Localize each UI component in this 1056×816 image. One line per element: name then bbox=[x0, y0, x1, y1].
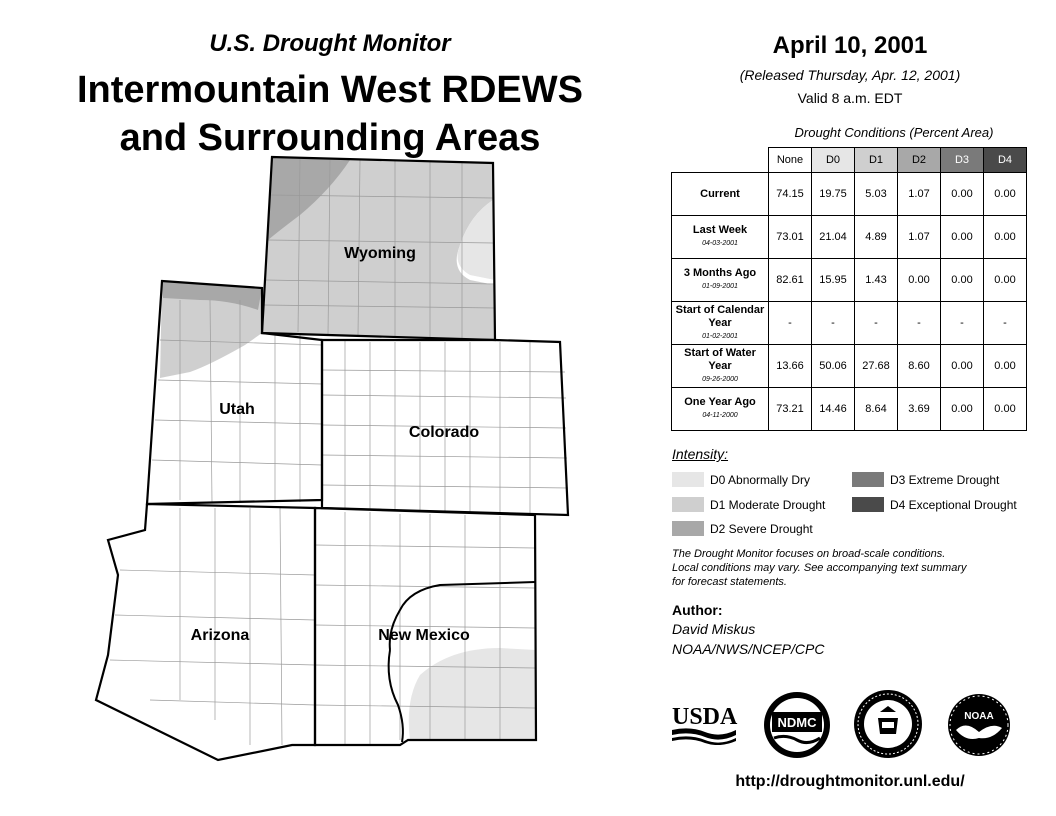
row-label bbox=[672, 173, 769, 216]
legend-d4 bbox=[852, 497, 1017, 512]
note-line3: for forecast statements. bbox=[672, 576, 787, 588]
legend-label-d0: D0 Abnormally Dry bbox=[710, 472, 811, 487]
legend-d1 bbox=[672, 497, 825, 512]
legend-d0 bbox=[672, 472, 810, 487]
map-title bbox=[20, 66, 640, 162]
table-row bbox=[672, 388, 1027, 431]
legend-label-d1: D1 Moderate Drought bbox=[710, 497, 826, 512]
legend-swatch-d4 bbox=[852, 497, 884, 512]
map-date: April 10, 2001 bbox=[772, 32, 928, 59]
row-label-text: Last Week bbox=[692, 224, 748, 236]
note-line1: The Drought Monitor focuses on broad-scale conditions. bbox=[672, 548, 946, 560]
table-cell: 1.07 bbox=[898, 216, 941, 259]
table-cell: 8.64 bbox=[855, 388, 898, 431]
table-cell: 74.15 bbox=[769, 173, 812, 216]
table-cell: 14.46 bbox=[812, 388, 855, 431]
row-date: 01-02-2001 bbox=[702, 332, 738, 340]
row-label bbox=[672, 345, 769, 388]
state-label-new-mexico: New Mexico bbox=[378, 627, 470, 644]
table-cell: - bbox=[812, 302, 855, 345]
table-row bbox=[672, 302, 1027, 345]
col-none: None bbox=[769, 148, 812, 173]
table-cell: - bbox=[769, 302, 812, 345]
row-label bbox=[672, 259, 769, 302]
table-cell: 0.00 bbox=[984, 388, 1027, 431]
commerce-seal-logo[interactable] bbox=[852, 688, 924, 760]
table-cell: 3.69 bbox=[898, 388, 941, 431]
table-corner bbox=[672, 148, 769, 173]
map-title-line2: and Surrounding Areas bbox=[119, 117, 541, 159]
table-cell: 13.66 bbox=[769, 345, 812, 388]
table-cell: 1.43 bbox=[855, 259, 898, 302]
svg-text:USDA: USDA bbox=[672, 704, 738, 730]
row-date: 04-03-2001 bbox=[702, 240, 738, 247]
table-cell: - bbox=[941, 302, 984, 345]
legend-swatch-d2 bbox=[672, 521, 704, 536]
col-d1: D1 bbox=[855, 148, 898, 173]
legend-swatch-d0 bbox=[672, 472, 704, 487]
table-cell: 0.00 bbox=[984, 173, 1027, 216]
table-cell: 15.95 bbox=[812, 259, 855, 302]
table-cell: 0.00 bbox=[984, 345, 1027, 388]
legend-d2 bbox=[672, 521, 813, 536]
legend-title: Intensity: bbox=[672, 446, 729, 462]
row-label bbox=[672, 302, 769, 345]
row-label-text: Current bbox=[700, 187, 740, 200]
legend-d3 bbox=[852, 472, 999, 487]
col-d0: D0 bbox=[812, 148, 855, 173]
table-cell: - bbox=[898, 302, 941, 345]
table-cell: - bbox=[855, 302, 898, 345]
table-cell: 4.89 bbox=[855, 216, 898, 259]
author-heading: Author: bbox=[672, 602, 723, 618]
ndmc-logo[interactable] bbox=[762, 690, 832, 760]
table-title: Drought Conditions (Percent Area) bbox=[794, 125, 994, 140]
row-label-text: One Year Ago bbox=[684, 396, 756, 408]
table-cell: - bbox=[984, 302, 1027, 345]
row-label bbox=[672, 388, 769, 431]
map-title-line1: Intermountain West RDEWS bbox=[77, 69, 583, 111]
release-date: (Released Thursday, Apr. 12, 2001) bbox=[739, 67, 961, 83]
table-cell: 0.00 bbox=[941, 259, 984, 302]
state-label-arizona: Arizona bbox=[190, 627, 250, 644]
table-cell: 1.07 bbox=[898, 173, 941, 216]
table-cell: 73.01 bbox=[769, 216, 812, 259]
valid-time: Valid 8 a.m. EDT bbox=[797, 90, 903, 106]
row-date: 09-26-2000 bbox=[702, 375, 738, 383]
state-label-colorado: Colorado bbox=[408, 424, 480, 441]
table-row bbox=[672, 173, 1027, 216]
table-row bbox=[672, 259, 1027, 302]
state-label-utah: Utah bbox=[219, 401, 255, 418]
table-cell: 0.00 bbox=[941, 388, 984, 431]
author-org: NOAA/NWS/NCEP/CPC bbox=[672, 641, 825, 657]
table-header-row bbox=[672, 148, 1027, 173]
table-cell: 73.21 bbox=[769, 388, 812, 431]
state-label-wyoming: Wyoming bbox=[344, 245, 416, 262]
svg-text:NOAA: NOAA bbox=[964, 711, 994, 722]
row-date: 01-09-2001 bbox=[702, 283, 738, 290]
table-cell: 0.00 bbox=[941, 345, 984, 388]
table-cell: 0.00 bbox=[984, 216, 1027, 259]
legend-swatch-d3 bbox=[852, 472, 884, 487]
table-cell: 27.68 bbox=[855, 345, 898, 388]
note-line2: Local conditions may vary. See accompanying text summary bbox=[672, 562, 967, 574]
table-cell: 0.00 bbox=[898, 259, 941, 302]
table-cell: 0.00 bbox=[984, 259, 1027, 302]
map-subtitle: U.S. Drought Monitor bbox=[209, 30, 451, 57]
legend-label-d4: D4 Exceptional Drought bbox=[890, 497, 1017, 512]
table-cell: 8.60 bbox=[898, 345, 941, 388]
svg-text:NDMC: NDMC bbox=[777, 715, 817, 730]
noaa-logo[interactable] bbox=[946, 692, 1012, 758]
website-url[interactable]: http://droughtmonitor.unl.edu/ bbox=[735, 773, 965, 790]
col-d2: D2 bbox=[898, 148, 941, 173]
legend-swatch-d1 bbox=[672, 497, 704, 512]
row-date: 04-11-2000 bbox=[702, 412, 738, 419]
disclaimer-note bbox=[672, 547, 1022, 589]
table-cell: 0.00 bbox=[941, 216, 984, 259]
row-label-text: 3 Months Ago bbox=[683, 267, 757, 279]
col-d3: D3 bbox=[941, 148, 984, 173]
drought-map bbox=[0, 150, 660, 770]
table-cell: 19.75 bbox=[812, 173, 855, 216]
table-cell: 21.04 bbox=[812, 216, 855, 259]
legend-label-d2: D2 Severe Drought bbox=[710, 521, 813, 536]
legend-label-d3: D3 Extreme Drought bbox=[890, 472, 1000, 487]
table-row bbox=[672, 216, 1027, 259]
table-cell: 0.00 bbox=[941, 173, 984, 216]
table-cell: 50.06 bbox=[812, 345, 855, 388]
table-row bbox=[672, 345, 1027, 388]
drought-stats-table bbox=[671, 147, 1027, 431]
row-label bbox=[672, 216, 769, 259]
usda-logo[interactable] bbox=[670, 700, 740, 745]
table-cell: 5.03 bbox=[855, 173, 898, 216]
col-d4: D4 bbox=[984, 148, 1027, 173]
row-label-text: Start of Calendar Year bbox=[675, 303, 765, 329]
author-name: David Miskus bbox=[672, 621, 756, 637]
table-cell: 82.61 bbox=[769, 259, 812, 302]
row-label-text: Start of Water Year bbox=[684, 346, 756, 372]
